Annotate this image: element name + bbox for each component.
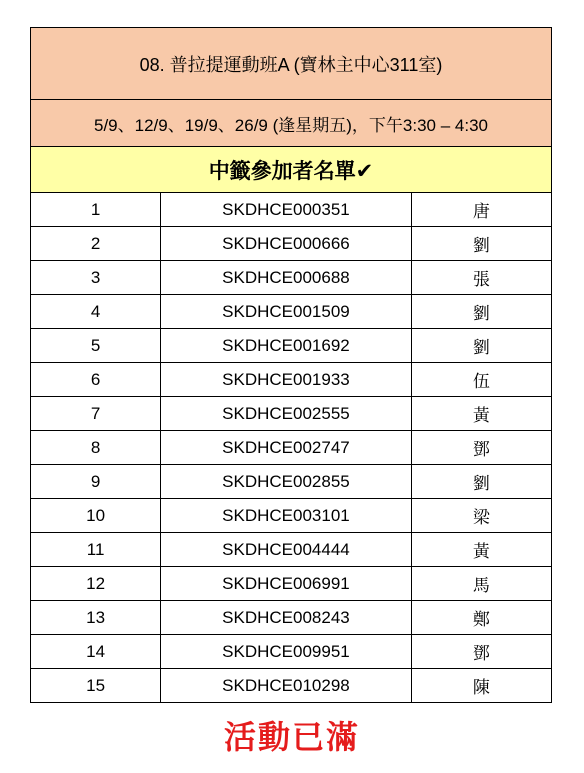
row-number: 5 <box>31 329 161 363</box>
participant-surname: 黃 <box>411 533 551 567</box>
participant-table <box>30 27 552 703</box>
participant-surname: 唐 <box>411 193 551 227</box>
participant-id: SKDHCE001933 <box>161 363 411 397</box>
participant-surname: 陳 <box>411 669 551 703</box>
participant-id: SKDHCE002855 <box>161 465 411 499</box>
participant-id: SKDHCE000688 <box>161 261 411 295</box>
row-number: 9 <box>31 465 161 499</box>
participant-surname: 劉 <box>411 329 551 363</box>
course-title: 08. 普拉提運動班A (寶林主中心311室) <box>31 28 552 100</box>
participant-id: SKDHCE006991 <box>161 567 411 601</box>
participant-id: SKDHCE008243 <box>161 601 411 635</box>
row-number: 2 <box>31 227 161 261</box>
schedule-row <box>31 100 552 147</box>
table-row <box>31 431 552 465</box>
table-row <box>31 533 552 567</box>
participant-surname: 劉 <box>411 227 551 261</box>
participant-id: SKDHCE009951 <box>161 635 411 669</box>
participant-surname: 劉 <box>411 295 551 329</box>
table-row <box>31 227 552 261</box>
table-row <box>31 193 552 227</box>
participant-id: SKDHCE002747 <box>161 431 411 465</box>
course-schedule: 5/9、12/9、19/9、26/9 (逢星期五)，下午3:30 – 4:30 <box>31 100 552 147</box>
list-heading-row <box>31 147 552 193</box>
participant-id: SKDHCE000351 <box>161 193 411 227</box>
table-row <box>31 601 552 635</box>
participant-surname: 劉 <box>411 465 551 499</box>
table-row <box>31 261 552 295</box>
list-heading: 中籤參加者名單✔ <box>31 147 552 193</box>
table-row <box>31 567 552 601</box>
row-number: 6 <box>31 363 161 397</box>
participant-surname: 梁 <box>411 499 551 533</box>
table-row <box>31 397 552 431</box>
row-number: 14 <box>31 635 161 669</box>
row-number: 15 <box>31 669 161 703</box>
row-number: 3 <box>31 261 161 295</box>
participant-surname: 鄧 <box>411 431 551 465</box>
table-row <box>31 499 552 533</box>
participant-surname: 鄭 <box>411 601 551 635</box>
row-number: 13 <box>31 601 161 635</box>
row-number: 7 <box>31 397 161 431</box>
participant-id: SKDHCE000666 <box>161 227 411 261</box>
participant-id: SKDHCE003101 <box>161 499 411 533</box>
participant-id: SKDHCE001692 <box>161 329 411 363</box>
table-row <box>31 329 552 363</box>
table-row <box>31 295 552 329</box>
table-row <box>31 465 552 499</box>
table-row <box>31 363 552 397</box>
row-number: 4 <box>31 295 161 329</box>
table-row <box>31 635 552 669</box>
table-row <box>31 669 552 703</box>
participant-surname: 黃 <box>411 397 551 431</box>
participant-id: SKDHCE001509 <box>161 295 411 329</box>
row-number: 8 <box>31 431 161 465</box>
participant-surname: 鄧 <box>411 635 551 669</box>
participant-surname: 張 <box>411 261 551 295</box>
participant-id: SKDHCE002555 <box>161 397 411 431</box>
row-number: 12 <box>31 567 161 601</box>
participant-id: SKDHCE004444 <box>161 533 411 567</box>
row-number: 10 <box>31 499 161 533</box>
participant-surname: 馬 <box>411 567 551 601</box>
participant-surname: 伍 <box>411 363 551 397</box>
row-number: 1 <box>31 193 161 227</box>
status-full-label: 活動已滿 <box>223 719 360 755</box>
title-row <box>31 28 552 100</box>
row-number: 11 <box>31 533 161 567</box>
participant-id: SKDHCE010298 <box>161 669 411 703</box>
